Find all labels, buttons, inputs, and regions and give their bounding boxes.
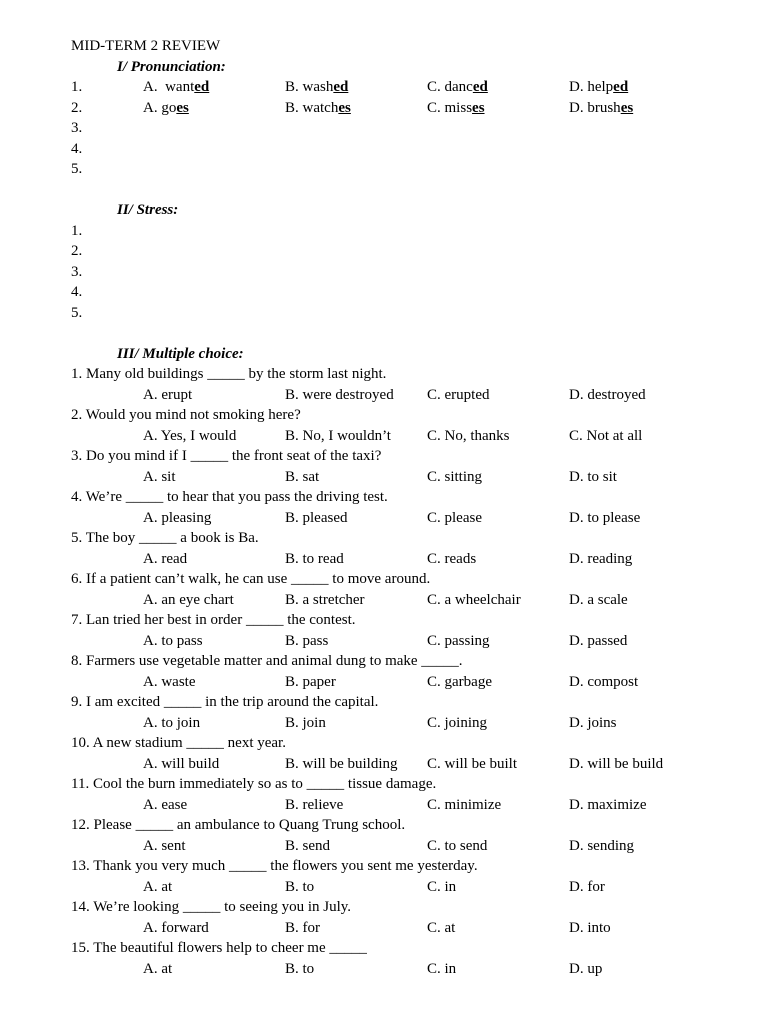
answer-option: A. sent <box>143 837 186 854</box>
option-word-base: watch <box>302 99 339 116</box>
answer-option: C. at <box>427 919 456 936</box>
question-options <box>71 795 711 816</box>
pronunciation-item <box>71 77 711 98</box>
answer-option: D. up <box>569 960 603 977</box>
question-options <box>71 672 711 693</box>
item-number: 1. <box>71 222 83 239</box>
answer-option: A. sit <box>143 468 176 485</box>
question-options <box>71 877 711 898</box>
question-options <box>71 467 711 488</box>
answer-option: B. pass <box>285 632 329 649</box>
question-text: 4. We’re _____ to hear that you pass the driving test. <box>71 489 388 505</box>
section-heading-multiple-choice: III/ Multiple choice: <box>117 345 244 362</box>
answer-option: A. waste <box>143 673 196 690</box>
question-text: 1. Many old buildings _____ by the storm last night. <box>71 366 387 382</box>
spacer <box>71 323 711 344</box>
answer-option <box>569 98 633 119</box>
question-options <box>71 918 711 939</box>
question-options <box>71 713 711 734</box>
answer-option <box>285 77 348 98</box>
pronunciation-item <box>71 159 711 180</box>
pronunciation-item <box>71 98 711 119</box>
answer-option: D. maximize <box>569 796 647 813</box>
question-text: 13. Thank you very much _____ the flowers you sent me yesterday. <box>71 858 478 874</box>
answer-option: D. to please <box>569 509 641 526</box>
answer-option: A. erupt <box>143 386 193 403</box>
item-number: 3. <box>71 120 83 136</box>
item-number: 5. <box>71 161 83 177</box>
option-highlighted-ending: ed <box>472 79 488 95</box>
answer-option: C. to send <box>427 837 488 854</box>
answer-option: D. will be build <box>569 755 664 772</box>
answer-option: B. relieve <box>285 796 344 813</box>
option-prefix: B. <box>285 79 303 95</box>
answer-option: B. to read <box>285 550 344 567</box>
option-word-base: wash <box>302 79 334 95</box>
question-text: 8. Farmers use vegetable matter and animal dung to make _____. <box>71 653 463 669</box>
item-number: 4. <box>71 284 83 300</box>
pronunciation-item <box>71 118 711 139</box>
option-prefix: C. <box>427 99 445 116</box>
section-heading-pronunciation: I/ Pronunciation: <box>117 58 226 75</box>
question-options <box>71 549 711 570</box>
answer-option: D. to sit <box>569 468 617 485</box>
option-prefix: A. <box>143 99 162 116</box>
pronunciation-list <box>71 77 711 180</box>
stress-item <box>71 303 711 324</box>
answer-option: C. No, thanks <box>427 427 510 444</box>
option-prefix: A. <box>143 79 166 95</box>
answer-option: C. please <box>427 509 482 526</box>
answer-option <box>569 77 628 98</box>
answer-option: C. reads <box>427 550 477 567</box>
option-word-base: want <box>165 79 195 95</box>
option-prefix: B. <box>285 99 303 116</box>
question-text: 10. A new stadium _____ next year. <box>71 735 286 751</box>
answer-option: C. passing <box>427 632 490 649</box>
question-options <box>71 590 711 611</box>
answer-option: A. ease <box>143 796 188 813</box>
answer-option: A. at <box>143 960 173 977</box>
question-text: 15. The beautiful flowers help to cheer me _____ <box>71 940 367 956</box>
option-highlighted-ending: es <box>338 99 351 116</box>
item-number: 5. <box>71 304 83 321</box>
answer-option: C. sitting <box>427 468 483 485</box>
question-text: 9. I am excited _____ in the trip around the capital. <box>71 694 379 710</box>
stress-item <box>71 282 711 303</box>
answer-option: A. will build <box>143 755 220 772</box>
answer-option: B. pleased <box>285 509 348 526</box>
answer-option: B. a stretcher <box>285 591 365 608</box>
answer-option <box>285 98 351 119</box>
document <box>71 36 711 979</box>
item-number: 2. <box>71 243 83 259</box>
answer-option: D. a scale <box>569 591 628 608</box>
answer-option: D. destroyed <box>569 386 646 403</box>
answer-option: D. passed <box>569 632 628 649</box>
answer-option: B. will be building <box>285 755 398 772</box>
option-prefix: C. <box>427 79 445 95</box>
question-text: 2. Would you mind not smoking here? <box>71 407 301 423</box>
question-options <box>71 836 711 857</box>
answer-option: D. reading <box>569 550 633 567</box>
answer-option: B. paper <box>285 673 336 690</box>
answer-option: D. compost <box>569 673 639 690</box>
question-text: 12. Please _____ an ambulance to Quang Trung school. <box>71 817 406 833</box>
option-highlighted-ending: ed <box>333 79 349 95</box>
answer-option: B. to <box>285 960 315 977</box>
answer-option: A. an eye chart <box>143 591 234 608</box>
answer-option: A. forward <box>143 919 209 936</box>
option-prefix: D. <box>569 79 588 95</box>
stress-list <box>71 221 711 324</box>
answer-option: D. into <box>569 919 611 936</box>
answer-option: C. will be built <box>427 755 517 772</box>
answer-option: D. sending <box>569 837 634 854</box>
item-number: 3. <box>71 263 83 280</box>
answer-option: B. join <box>285 714 326 731</box>
question-options <box>71 754 711 775</box>
section-heading-stress: II/ Stress: <box>117 202 179 218</box>
answer-option <box>427 98 485 119</box>
option-word-base: danc <box>444 79 473 95</box>
pronunciation-item <box>71 139 711 160</box>
answer-option: A. read <box>143 550 188 567</box>
option-highlighted-ending: ed <box>613 79 629 95</box>
stress-item <box>71 221 711 242</box>
question-text: 3. Do you mind if I _____ the front seat of the taxi? <box>71 448 382 464</box>
question-options <box>71 959 711 980</box>
answer-option: A. pleasing <box>143 509 212 526</box>
option-prefix: D. <box>569 99 588 116</box>
doc-title: MID-TERM 2 REVIEW <box>71 38 221 54</box>
stress-item <box>71 262 711 283</box>
question-text: 14. We’re looking _____ to seeing you in July. <box>71 899 352 915</box>
answer-option: D. joins <box>569 714 617 731</box>
answer-option: B. for <box>285 919 320 936</box>
option-highlighted-ending: es <box>620 99 634 116</box>
question-text: 7. Lan tried her best in order _____ the contest. <box>71 612 356 628</box>
question-options <box>71 385 711 406</box>
answer-option: C. garbage <box>427 673 492 690</box>
answer-option <box>143 98 189 119</box>
answer-option: A. Yes, I would <box>143 427 237 444</box>
option-highlighted-ending: es <box>472 99 485 116</box>
option-highlighted-ending: ed <box>194 79 210 95</box>
question-options <box>71 508 711 529</box>
option-word-base: brush <box>587 99 621 116</box>
question-text: 6. If a patient can’t walk, he can use _____ to move around. <box>71 571 431 587</box>
item-number: 4. <box>71 140 83 157</box>
multiple-choice-list <box>71 364 711 979</box>
option-word-base: go <box>161 99 177 116</box>
answer-option: B. No, I wouldn’t <box>285 427 391 444</box>
question-options <box>71 426 711 447</box>
answer-option: B. to <box>285 878 315 895</box>
option-word-base: help <box>587 79 614 95</box>
stress-item <box>71 241 711 262</box>
spacer <box>71 180 711 201</box>
answer-option: C. a wheelchair <box>427 591 521 608</box>
answer-option: C. in <box>427 878 457 895</box>
answer-option: B. send <box>285 837 330 854</box>
item-number: 2. <box>71 99 83 116</box>
answer-option: C. in <box>427 960 457 977</box>
option-word-base: miss <box>444 99 473 116</box>
answer-option: C. joining <box>427 714 488 731</box>
answer-option: A. at <box>143 878 173 895</box>
question-text: 5. The boy _____ a book is Ba. <box>71 530 259 546</box>
answer-option: C. Not at all <box>569 427 643 444</box>
answer-option: C. erupted <box>427 386 490 403</box>
answer-option: D. for <box>569 878 605 895</box>
question-options <box>71 631 711 652</box>
answer-option: B. sat <box>285 468 320 485</box>
item-number: 1. <box>71 79 83 95</box>
answer-option: C. minimize <box>427 796 502 813</box>
answer-option: B. were destroyed <box>285 386 394 403</box>
option-highlighted-ending: es <box>176 99 189 116</box>
answer-option: A. to pass <box>143 632 203 649</box>
answer-option <box>143 77 209 98</box>
answer-option: A. to join <box>143 714 201 731</box>
answer-option <box>427 77 488 98</box>
question-text: 11. Cool the burn immediately so as to _____ tissue damage. <box>71 776 437 792</box>
